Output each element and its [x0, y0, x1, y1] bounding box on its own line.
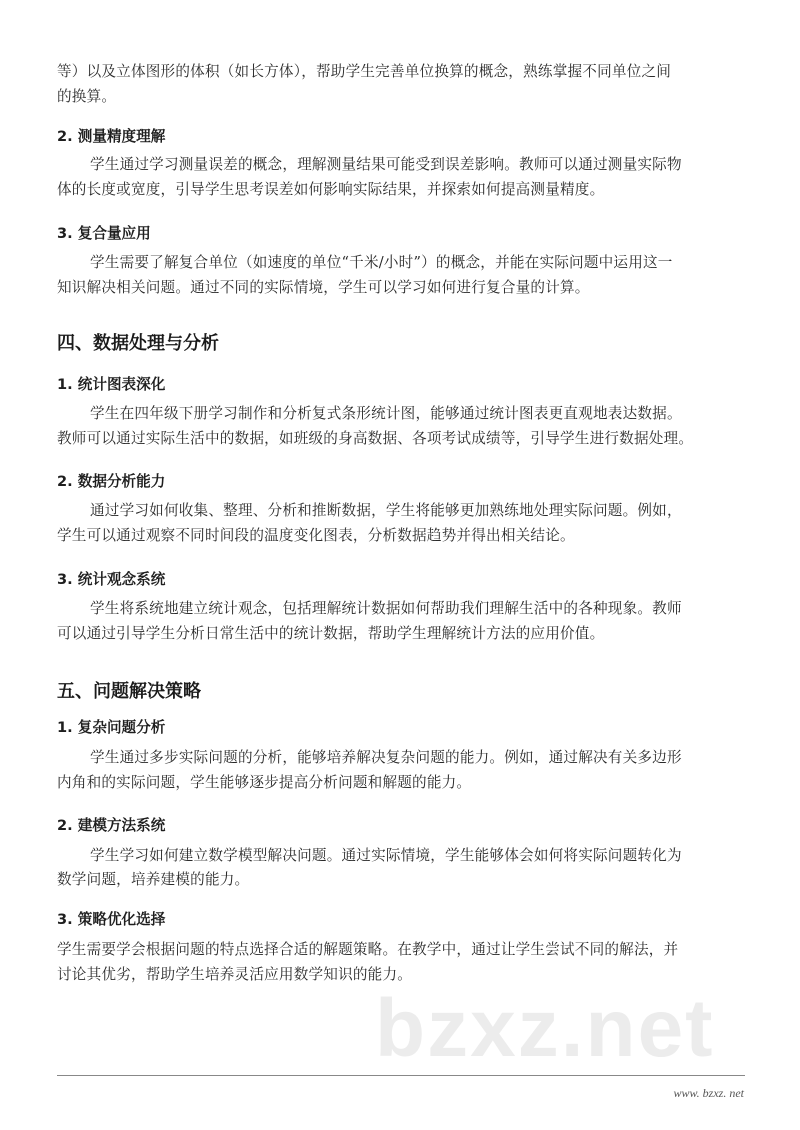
subheading: 2. 数据分析能力 — [57, 473, 166, 490]
subheading: 3. 复合量应用 — [57, 225, 151, 242]
footer-url: www. bzxz. net — [673, 1086, 744, 1100]
section-heading: 五、问题解决策略 — [57, 681, 201, 702]
paragraph-line: 通过学习如何收集、整理、分析和推断数据，学生将能够更加熟练地处理实际问题。例如， — [90, 502, 682, 519]
paragraph-line: 可以通过引导学生分析日常生活中的统计数据，帮助学生理解统计方法的应用价值。 — [57, 625, 605, 642]
subheading: 2. 测量精度理解 — [57, 128, 166, 145]
paragraph-line: 的换算。 — [57, 88, 117, 105]
paragraph-line: 学生在四年级下册学习制作和分析复式条形统计图，能够通过统计图表更直观地表达数据。 — [90, 405, 682, 422]
paragraph-line: 学生可以通过观察不同时间段的温度变化图表，分析数据趋势并得出相关结论。 — [57, 527, 575, 544]
paragraph-line: 学生需要了解复合单位（如速度的单位“千米/小时”）的概念，并能在实际问题中运用这一 — [90, 254, 673, 271]
footer-divider — [57, 1075, 745, 1076]
subheading: 1. 统计图表深化 — [57, 376, 166, 393]
subheading: 2. 建模方法系统 — [57, 817, 166, 834]
paragraph-line: 教师可以通过实际生活中的数据，如班级的身高数据、各项考试成绩等，引导学生进行数据处理。 — [57, 430, 694, 447]
subheading: 1. 复杂问题分析 — [57, 719, 166, 736]
paragraph-line: 知识解决相关问题。通过不同的实际情境，学生可以学习如何进行复合量的计算。 — [57, 279, 590, 296]
paragraph-line: 学生将系统地建立统计观念，包括理解统计数据如何帮助我们理解生活中的各种现象。教师 — [90, 600, 682, 617]
subheading: 3. 策略优化选择 — [57, 911, 166, 928]
paragraph-line: 等）以及立体图形的体积（如长方体），帮助学生完善单位换算的概念，熟练掌握不同单位之间 — [57, 63, 672, 80]
watermark: bzxz.net — [375, 983, 715, 1074]
paragraph-line: 数学问题，培养建模的能力。 — [57, 871, 250, 888]
paragraph-line: 内角和的实际问题，学生能够逐步提高分析问题和解题的能力。 — [57, 774, 472, 791]
paragraph-line: 学生需要学会根据问题的特点选择合适的解题策略。在教学中，通过让学生尝试不同的解法，并 — [57, 941, 679, 958]
paragraph-line: 学生学习如何建立数学模型解决问题。通过实际情境，学生能够体会如何将实际问题转化为 — [90, 847, 682, 864]
paragraph-line: 讨论其优劣，帮助学生培养灵活应用数学知识的能力。 — [57, 966, 413, 983]
paragraph-line: 学生通过学习测量误差的概念，理解测量结果可能受到误差影响。教师可以通过测量实际物 — [90, 156, 682, 173]
paragraph-line: 学生通过多步实际问题的分析，能够培养解决复杂问题的能力。例如，通过解决有关多边形 — [90, 749, 682, 766]
section-heading: 四、数据处理与分析 — [57, 333, 219, 354]
paragraph-line: 体的长度或宽度，引导学生思考误差如何影响实际结果，并探索如何提高测量精度。 — [57, 181, 605, 198]
subheading: 3. 统计观念系统 — [57, 571, 166, 588]
